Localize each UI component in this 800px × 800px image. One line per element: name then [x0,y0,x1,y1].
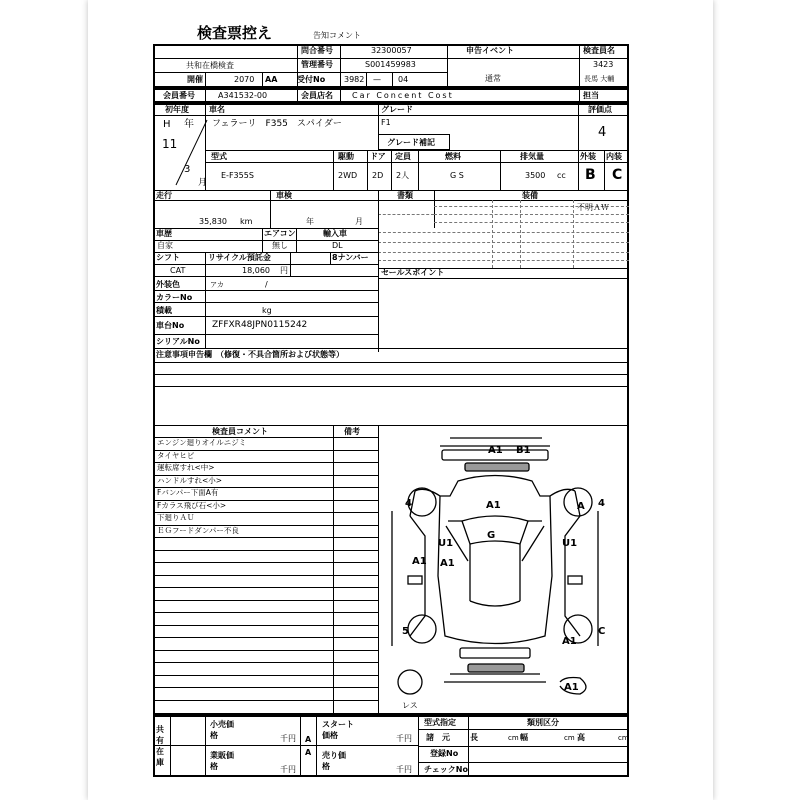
page-title: 検査票控え [197,24,273,42]
sell-unit: 千円 [396,765,412,774]
import-value: DL [332,241,343,250]
mileage-value: 35,830 [199,217,227,226]
int-label: 内装 [606,152,622,161]
first-reg-label: 初年度 [165,105,189,114]
receipt-no: 3982 [344,75,365,84]
recycle-label: リサイクル預託金 [208,253,271,262]
comment-rule [153,637,378,638]
len-unit: cm [508,734,519,742]
session-type: AA [265,75,278,84]
retail-label: 小売価格 [210,720,234,740]
inspector-comment-label: 検査員コメント [212,427,268,436]
height-unit: cm [618,734,629,742]
class-label: 類別区分 [527,718,559,727]
docs-label: 書類 [397,191,413,200]
remarks-label: 備考 [344,427,360,436]
inquiry-no-label: 問合番号 [301,46,333,55]
damage-mark: A1 [486,500,501,511]
damage-mark: G [487,530,496,541]
mgmt-no: S001459983 [365,60,416,69]
fuel: G S [450,171,464,180]
inspector-label: 検査員名 [583,46,615,55]
plate-label: 8ナンバー [332,253,369,262]
staff-label: 担当 [583,91,599,100]
damage-mark: A1 [412,556,427,567]
damage-mark: U1 [438,538,454,549]
store-label: 会員店名 [301,91,333,100]
month-mark: 月 [198,178,208,188]
comment-rule [153,675,378,676]
damage-mark: 4 [598,498,605,509]
comment-rule [153,625,378,626]
height-label: 高 [577,733,585,742]
first-reg-month: 3 [184,164,191,175]
comment-item: ハンドルすれ<小> [157,475,223,485]
comment-rule [153,700,378,701]
ext-label: 外装 [580,152,596,161]
comment-item: 下廻りＡＵ [157,513,195,522]
width-unit: cm [564,734,575,742]
displacement: 3500 [525,171,546,180]
type-spec-label: 型式指定 [424,718,456,727]
member-no-label: 会員番号 [163,91,195,100]
wholesale-label: 業販価格 [210,751,234,771]
inspection-year-unit: 年 [306,217,314,226]
ac-value: 無し [272,241,288,250]
comment-rule [153,612,378,613]
retail-unit: 千円 [280,734,296,743]
mileage-unit: km [240,217,253,226]
equip-label: 装備 [522,191,538,200]
comment-item: エンジン廻りオイルニジミ [157,438,247,447]
history-label: 車歴 [156,229,172,238]
comment-rule [153,600,378,601]
cap-label: 定員 [395,152,411,161]
comment-item: Fバンパー下面A有 [157,488,219,497]
start-label: スタート価格 [322,720,354,740]
notice-label: 告知コメント [313,31,361,40]
comment-item: 運転席すれ<中> [157,463,215,472]
ac-label: エアコン [264,229,296,238]
door-label: ドア [370,152,386,161]
inquiry-no: 32300057 [371,46,412,55]
color-label: 外装色 [156,280,180,289]
check-label: チェックNo [424,765,468,774]
wholesale-unit: 千円 [280,765,296,774]
import-label: 輸入車 [323,229,347,238]
mileage-label: 走行 [156,191,172,200]
damage-mark: A1 [440,558,455,569]
color-slash: / [265,280,268,289]
car-name: フェラーリ F355 スパイダー [212,119,342,129]
reg-label: 登録No [430,749,459,758]
kyoyu-label: 共有在庫 [156,725,164,767]
comment-rule [153,537,378,538]
equip-value: 不明ＡＷ [577,203,609,212]
comment-rule [153,650,378,651]
year-mark: 年 [184,119,194,130]
damage-mark: C [598,626,606,637]
declare-label: 申告イベント [466,46,514,55]
comment-rule [153,550,378,551]
inspector-code: 3423 [593,60,614,69]
comment-rule [153,687,378,688]
history-value: 自家 [157,241,173,250]
damage-mark: 5 [402,626,409,637]
shift-label: シフト [156,253,180,262]
damage-mark: B1 [516,445,531,456]
chassis-no: ZFFXR48JPN0115242 [212,320,308,330]
start-unit: 千円 [396,734,412,743]
inspection-label: 車検 [276,191,292,200]
receipt-dash: — [373,75,381,84]
comment-item: ＥＧフードダンパー不良 [157,525,239,535]
spare-label: レス [402,701,418,710]
comment-item: タイヤヒビ [157,450,195,460]
damage-mark: A1 [562,636,577,647]
load-unit: kg [262,306,272,315]
damage-diagram [380,426,628,716]
type-label: 型式 [211,152,227,161]
grade: F1 [381,118,391,127]
grade-label: グレード [381,105,413,114]
disp-unit: cc [557,171,566,180]
width-label: 幅 [520,733,528,742]
a-mark-1: A [305,735,312,744]
receipt-label: 受付No [297,75,326,84]
drive: 2WD [338,171,358,180]
comment-item: Fカラス飛び石<小> [157,500,227,510]
recycle-value: 18,060 [242,266,270,275]
damage-mark: U1 [562,538,578,549]
a-mark-2: A [305,748,312,757]
damage-mark: A1 [564,682,579,693]
mgmt-no-label: 管理番号 [301,60,333,69]
score: 4 [598,125,607,140]
capacity: 2人 [396,171,410,180]
int-grade: C [612,167,623,183]
damage-mark: 4 [405,498,412,509]
shift-value: CAT [170,266,186,275]
serial-label: シリアルNo [156,337,200,346]
inspector-name: 長馬 大輔 [584,75,615,83]
sell-label: 売り価格 [322,751,346,771]
comment-rule [153,562,378,563]
session-no: 2070 [234,75,255,84]
score-label: 評価点 [588,105,612,114]
ext-grade: B [585,167,596,183]
chassis-label: 車台No [156,321,185,330]
comment-rule [153,575,378,576]
disp-label: 排気量 [520,152,544,161]
declare-value: 通常 [485,74,501,83]
notes-label: 注意事項申告欄 （修復・不具合箇所および状態等） [156,350,344,359]
damage-mark: A1 [488,445,503,456]
color-no-label: カラーNo [156,293,193,302]
dims-label: 諸 元 [426,733,450,742]
session-label: 開催 [187,75,203,84]
inspection-month-unit: 月 [355,217,363,226]
drive-label: 駆動 [338,152,354,161]
sales-label: セールスポイント [381,268,445,277]
store-name: Car Concent Cost [352,91,454,100]
len-label: 長 [470,733,478,742]
venue: 共和在橋検査 [186,61,234,70]
type: E-F355S [221,171,254,180]
door: 2D [372,171,384,180]
recycle-unit: 円 [280,266,288,275]
comment-rule [153,587,378,588]
grade-sub-label: グレード補記 [387,138,435,147]
car-name-label: 車名 [209,105,225,114]
color-value: アカ [210,281,224,289]
load-label: 積載 [156,306,172,315]
era: H [163,119,171,130]
comment-rule [153,662,378,663]
damage-mark: A [577,501,585,512]
first-reg-year: 11 [162,137,178,151]
member-no: A341532-00 [218,91,268,100]
receipt-sub: 04 [398,75,409,84]
fuel-label: 燃料 [445,152,461,161]
